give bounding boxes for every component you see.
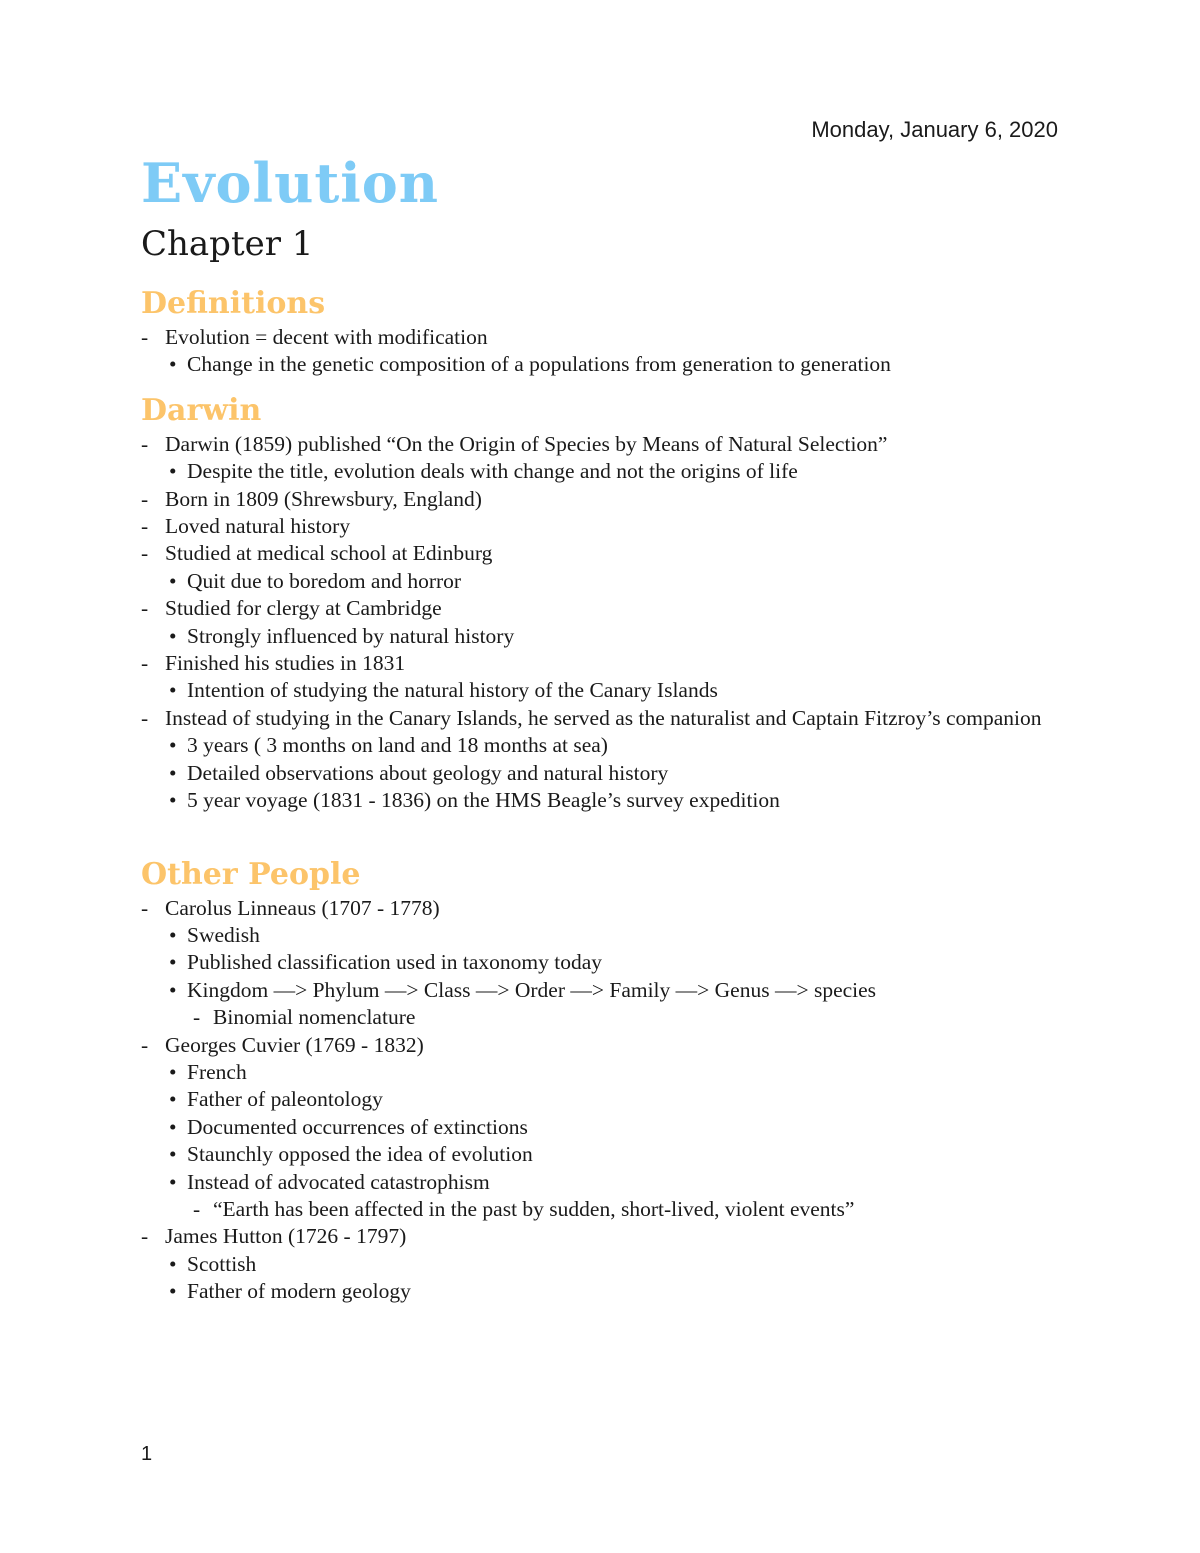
bullet-icon: • <box>169 568 177 593</box>
list-item-text: Loved natural history <box>165 514 351 539</box>
list-item-text: Detailed observations about geology and natural history <box>187 760 669 785</box>
list-item <box>141 1251 1071 1278</box>
bullet-icon: • <box>169 1251 177 1276</box>
list-item <box>141 1032 1071 1059</box>
list-item <box>141 540 1071 567</box>
list-item <box>141 977 1071 1004</box>
bullet-icon: • <box>169 950 177 975</box>
list-item-text: Intention of studying the natural history of the Canary Islands <box>187 678 718 703</box>
section-list-definitions <box>141 324 1071 379</box>
dash-icon: - <box>141 705 149 730</box>
bullet-icon: • <box>169 977 177 1002</box>
list-item <box>141 486 1071 513</box>
list-item-text: Strongly influenced by natural history <box>187 623 515 648</box>
list-item <box>141 1114 1071 1141</box>
list-item <box>141 513 1071 540</box>
list-item <box>141 787 1071 814</box>
list-item-text: 5 year voyage (1831 - 1836) on the HMS Beagle’s survey expedition <box>187 788 780 813</box>
dash-icon: - <box>193 1005 201 1030</box>
list-item <box>141 1223 1071 1250</box>
list-item-text: Carolus Linneaus (1707 - 1778) <box>165 895 440 920</box>
list-item <box>141 324 1071 351</box>
list-item-text: Published classification used in taxonomy today <box>187 950 603 975</box>
dash-icon: - <box>141 1032 149 1057</box>
list-item <box>141 1086 1071 1113</box>
list-item <box>141 705 1071 732</box>
bullet-icon: • <box>169 1142 177 1167</box>
list-item-text: Change in the genetic composition of a populations from generation to generation <box>187 352 891 377</box>
dash-icon: - <box>141 895 149 920</box>
list-item <box>141 949 1071 976</box>
list-item-text: Instead of advocated catastrophism <box>187 1169 490 1194</box>
bullet-icon: • <box>169 1279 177 1304</box>
document-subtitle: Chapter 1 <box>141 224 314 264</box>
list-item <box>141 1059 1071 1086</box>
bullet-icon: • <box>169 788 177 813</box>
dash-icon: - <box>193 1196 201 1221</box>
bullet-icon: • <box>169 922 177 947</box>
list-item-text: 3 years ( 3 months on land and 18 months at sea) <box>187 733 608 758</box>
list-item <box>141 458 1071 485</box>
list-item-text: Staunchly opposed the idea of evolution <box>187 1142 533 1167</box>
list-item-text: Father of paleontology <box>187 1087 383 1112</box>
dash-icon: - <box>141 596 149 621</box>
dash-icon: - <box>141 514 149 539</box>
list-item-text: Despite the title, evolution deals with change and not the origins of life <box>187 459 798 484</box>
section-heading-definitions: Definitions <box>141 286 326 321</box>
list-item <box>141 351 1071 378</box>
dash-icon: - <box>141 651 149 676</box>
section-heading-darwin: Darwin <box>141 392 262 428</box>
list-item <box>141 760 1071 787</box>
document-body <box>141 148 1071 1306</box>
section-list-darwin <box>141 431 1071 815</box>
bullet-icon: • <box>169 733 177 758</box>
bullet-icon: • <box>169 459 177 484</box>
list-item <box>141 431 1071 458</box>
bullet-icon: • <box>169 1059 177 1084</box>
list-item <box>141 595 1071 622</box>
list-item-text: Quit due to boredom and horror <box>187 568 462 593</box>
list-item <box>141 568 1071 595</box>
bullet-icon: • <box>169 678 177 703</box>
list-item-text: Georges Cuvier (1769 - 1832) <box>165 1032 424 1057</box>
dash-icon: - <box>141 1224 149 1249</box>
dash-icon: - <box>141 541 149 566</box>
list-item-text: Born in 1809 (Shrewsbury, England) <box>165 486 482 511</box>
bullet-icon: • <box>169 1087 177 1112</box>
list-item-text: Instead of studying in the Canary Islands, he served as the naturalist and Captain Fitzroy’s companion <box>165 705 1042 730</box>
list-item <box>141 677 1071 704</box>
list-item-text: Binomial nomenclature <box>213 1005 416 1030</box>
list-item-text: Studied at medical school at Edinburg <box>165 541 493 566</box>
bullet-icon: • <box>169 760 177 785</box>
list-item <box>141 1278 1071 1305</box>
list-item <box>141 922 1071 949</box>
list-item <box>141 1196 1071 1223</box>
dash-icon: - <box>141 431 149 456</box>
bullet-icon: • <box>169 352 177 377</box>
list-item-text: James Hutton (1726 - 1797) <box>165 1224 407 1249</box>
list-item <box>141 1004 1071 1031</box>
bullet-icon: • <box>169 1169 177 1194</box>
list-item-text: Darwin (1859) published “On the Origin of Species by Means of Natural Selection” <box>165 431 888 456</box>
list-item-text: “Earth has been affected in the past by sudden, short-lived, violent events” <box>213 1196 855 1221</box>
list-item-text: Studied for clergy at Cambridge <box>165 596 442 621</box>
list-item <box>141 732 1071 759</box>
list-item <box>141 650 1071 677</box>
list-item <box>141 1141 1071 1168</box>
bullet-icon: • <box>169 1114 177 1139</box>
list-item <box>141 895 1071 922</box>
list-item-text: Evolution = decent with modification <box>165 325 488 349</box>
list-item-text: Documented occurrences of extinctions <box>187 1114 528 1139</box>
date-label: Monday, January 6, 2020 <box>811 117 1058 142</box>
list-item-text: Kingdom —> Phylum —> Class —> Order —> Family —> Genus —> species <box>187 977 877 1002</box>
list-item-text: French <box>187 1059 247 1084</box>
list-item <box>141 1169 1071 1196</box>
list-item <box>141 623 1071 650</box>
bullet-icon: • <box>169 623 177 648</box>
list-item-text: Scottish <box>187 1251 257 1276</box>
dash-icon: - <box>141 325 149 349</box>
list-item-text: Finished his studies in 1831 <box>165 651 406 676</box>
section-heading-other-people: Other People <box>141 856 361 892</box>
dash-icon: - <box>141 486 149 511</box>
section-list-other-people <box>141 895 1071 1306</box>
list-item-text: Father of modern geology <box>187 1279 411 1304</box>
list-item-text: Swedish <box>187 922 260 947</box>
page-number: 1 <box>141 1443 153 1465</box>
document-title: Evolution <box>141 151 440 215</box>
